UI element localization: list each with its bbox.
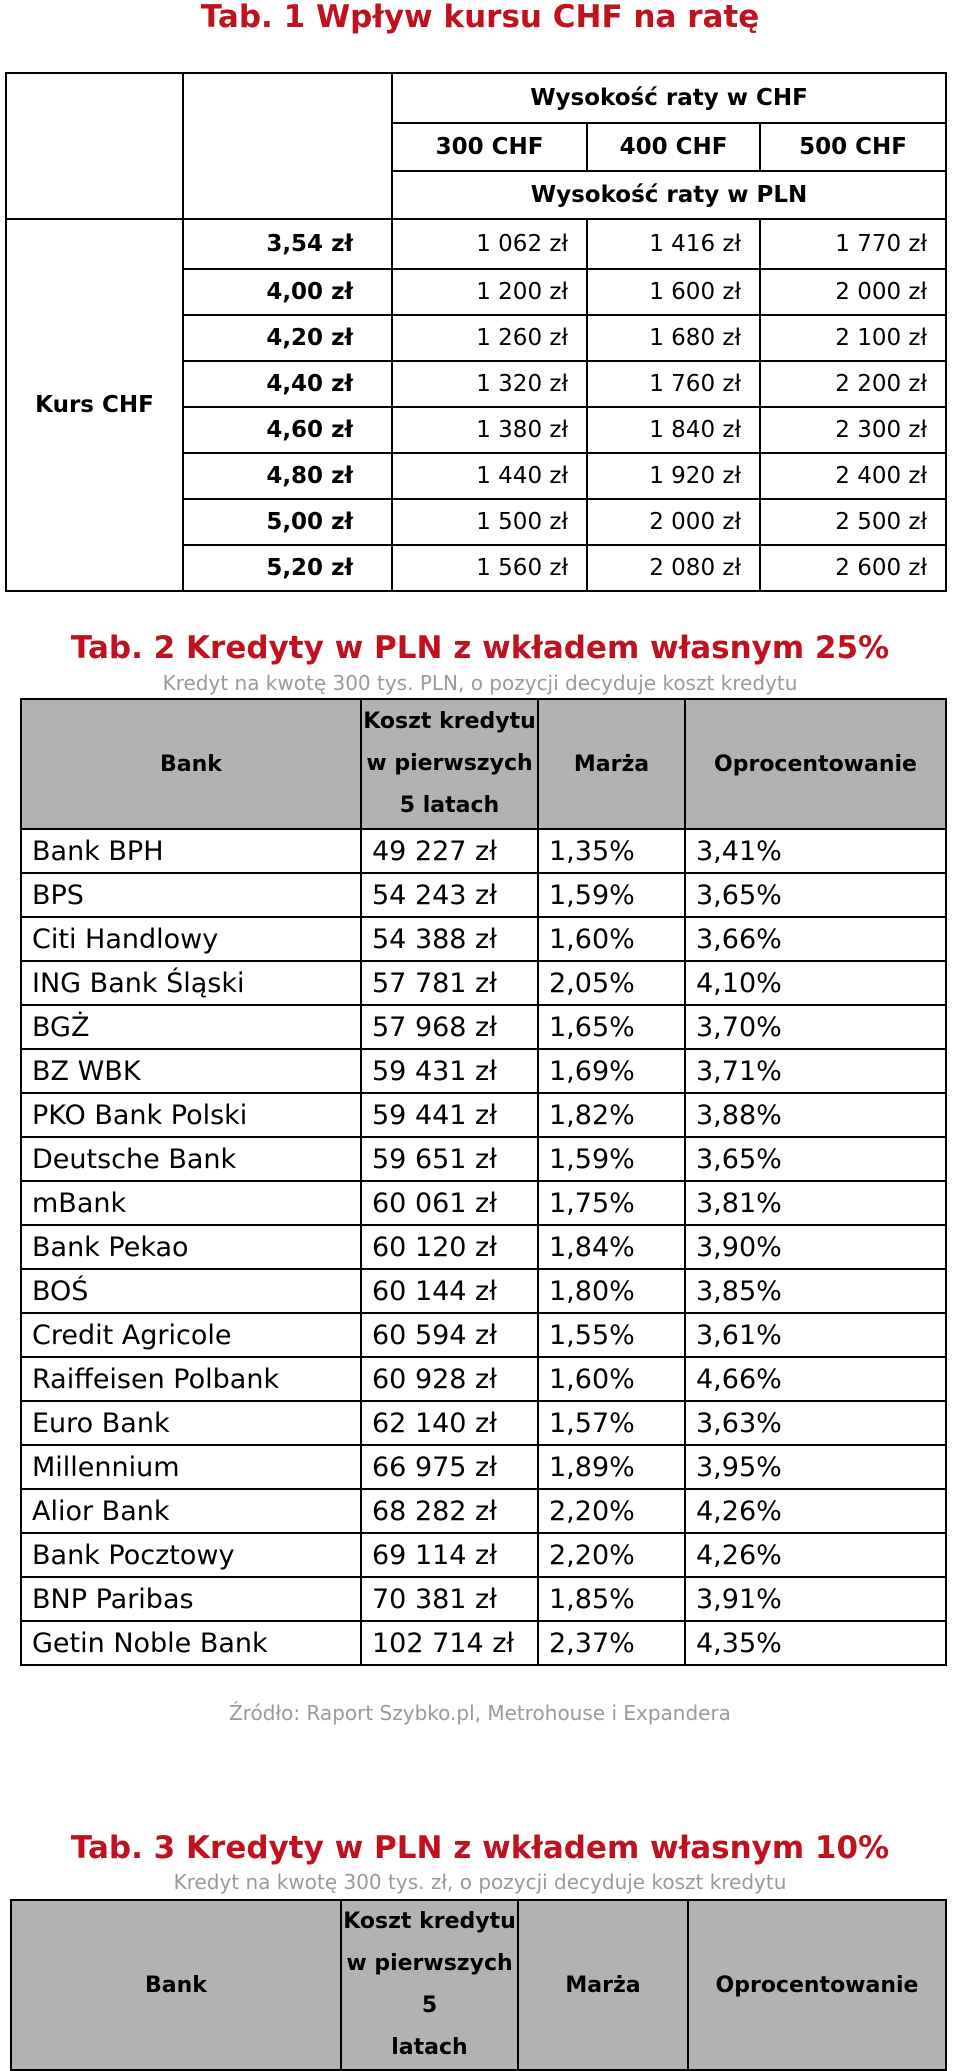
interest-rate: 4,10% [685, 961, 946, 1005]
row-label-kurs-chf: Kurs CHF [6, 219, 183, 591]
bank-name: Credit Agricole [21, 1313, 361, 1357]
installment-300: 1 560 zł [392, 545, 587, 591]
loan-cost: 66 975 zł [361, 1445, 538, 1489]
table-row [21, 961, 946, 1005]
loan-cost: 60 120 zł [361, 1225, 538, 1269]
header-margin: Marża [518, 1900, 688, 2070]
header-cost-line-1: Koszt kredytu [343, 1909, 516, 1934]
table-row [21, 1093, 946, 1137]
chf-rate-table [5, 72, 947, 592]
loan-cost: 57 781 zł [361, 961, 538, 1005]
header-bank: Bank [11, 1900, 341, 2070]
interest-rate: 3,66% [685, 917, 946, 961]
interest-rate: 3,41% [685, 829, 946, 873]
bank-name: BOŚ [21, 1269, 361, 1313]
margin: 1,85% [538, 1577, 685, 1621]
column-300-chf: 300 CHF [392, 123, 587, 171]
header-margin: Marża [538, 699, 685, 829]
chf-rate: 4,00 zł [183, 269, 392, 315]
column-400-chf: 400 CHF [587, 123, 760, 171]
table1-title: Tab. 1 Wpływ kursu CHF na ratę [200, 0, 760, 35]
interest-rate: 3,61% [685, 1313, 946, 1357]
table2-source: Źródło: Raport Szybko.pl, Metrohouse i Expandera [229, 1701, 731, 1725]
margin: 1,84% [538, 1225, 685, 1269]
margin: 1,82% [538, 1093, 685, 1137]
loan-cost: 60 061 zł [361, 1181, 538, 1225]
table-row [21, 1005, 946, 1049]
bank-name: ING Bank Śląski [21, 961, 361, 1005]
table-row [21, 1313, 946, 1357]
loan-cost: 62 140 zł [361, 1401, 538, 1445]
margin: 1,65% [538, 1005, 685, 1049]
installment-400: 2 000 zł [587, 499, 760, 545]
interest-rate: 3,70% [685, 1005, 946, 1049]
installment-300: 1 320 zł [392, 361, 587, 407]
table3-note: Kredyt na kwotę 300 tys. zł, o pozycji decyduje koszt kredytu [173, 1870, 787, 1894]
interest-rate: 3,71% [685, 1049, 946, 1093]
loan-cost: 59 431 zł [361, 1049, 538, 1093]
margin: 1,60% [538, 1357, 685, 1401]
bank-name: Bank Pekao [21, 1225, 361, 1269]
interest-rate: 4,26% [685, 1533, 946, 1577]
installment-300: 1 062 zł [392, 219, 587, 269]
margin: 1,69% [538, 1049, 685, 1093]
empty-corner-cell-2 [183, 73, 392, 219]
installment-500: 2 000 zł [760, 269, 946, 315]
chf-rate: 4,60 zł [183, 407, 392, 453]
interest-rate: 3,85% [685, 1269, 946, 1313]
installment-400: 1 760 zł [587, 361, 760, 407]
table-row [21, 917, 946, 961]
bank-name: PKO Bank Polski [21, 1093, 361, 1137]
loan-cost: 60 594 zł [361, 1313, 538, 1357]
header-cost-line-1: Koszt kredytu [363, 709, 536, 734]
header-cost [341, 1900, 518, 2070]
loan-cost: 54 243 zł [361, 873, 538, 917]
table-row [21, 1577, 946, 1621]
margin: 1,57% [538, 1401, 685, 1445]
interest-rate: 3,95% [685, 1445, 946, 1489]
bank-name: Raiffeisen Polbank [21, 1357, 361, 1401]
installment-500: 2 300 zł [760, 407, 946, 453]
margin: 1,80% [538, 1269, 685, 1313]
empty-corner-cell [6, 73, 183, 219]
margin: 2,37% [538, 1621, 685, 1665]
installment-400: 1 416 zł [587, 219, 760, 269]
bank-name: Deutsche Bank [21, 1137, 361, 1181]
table3-title: Tab. 3 Kredyty w PLN z wkładem własnym 10% [70, 1830, 890, 1866]
bank-name: BZ WBK [21, 1049, 361, 1093]
loan-cost: 69 114 zł [361, 1533, 538, 1577]
interest-rate: 3,91% [685, 1577, 946, 1621]
table-row [21, 1181, 946, 1225]
loan-cost: 59 651 zł [361, 1137, 538, 1181]
interest-rate: 3,88% [685, 1093, 946, 1137]
bank-name: BNP Paribas [21, 1577, 361, 1621]
bank-name: BGŻ [21, 1005, 361, 1049]
interest-rate: 3,81% [685, 1181, 946, 1225]
installment-300: 1 200 zł [392, 269, 587, 315]
installment-400: 1 840 zł [587, 407, 760, 453]
margin: 1,35% [538, 829, 685, 873]
header-cost [361, 699, 538, 829]
table-row [21, 1533, 946, 1577]
interest-rate: 4,35% [685, 1621, 946, 1665]
chf-rate: 5,00 zł [183, 499, 392, 545]
bank-name: Bank BPH [21, 829, 361, 873]
table-row [21, 829, 946, 873]
margin: 2,05% [538, 961, 685, 1005]
chf-rate: 5,20 zł [183, 545, 392, 591]
margin: 1,59% [538, 873, 685, 917]
table-row [21, 1137, 946, 1181]
loan-cost: 102 714 zł [361, 1621, 538, 1665]
table2-title: Tab. 2 Kredyty w PLN z wkładem własnym 25% [70, 630, 890, 666]
table-row [21, 1269, 946, 1313]
installment-400: 1 920 zł [587, 453, 760, 499]
loan-cost: 60 928 zł [361, 1357, 538, 1401]
loan-cost: 57 968 zł [361, 1005, 538, 1049]
interest-rate: 4,66% [685, 1357, 946, 1401]
installment-400: 2 080 zł [587, 545, 760, 591]
header-interest: Oprocentowanie [685, 699, 946, 829]
installment-500: 2 200 zł [760, 361, 946, 407]
interest-rate: 3,63% [685, 1401, 946, 1445]
bank-name: Millennium [21, 1445, 361, 1489]
loan-cost: 60 144 zł [361, 1269, 538, 1313]
loan-cost: 68 282 zł [361, 1489, 538, 1533]
table-row [21, 1401, 946, 1445]
header-interest: Oprocentowanie [688, 1900, 946, 2070]
table-row [21, 1357, 946, 1401]
header-bank: Bank [21, 699, 361, 829]
pln-25-loan-table [20, 698, 947, 1666]
header-chf: Wysokość raty w CHF [392, 73, 946, 123]
loan-cost: 59 441 zł [361, 1093, 538, 1137]
table2-note: Kredyt na kwotę 300 tys. PLN, o pozycji decyduje koszt kredytu [162, 671, 798, 695]
header-cost-line-3: 5 latach [399, 793, 500, 818]
installment-500: 1 770 zł [760, 219, 946, 269]
interest-rate: 3,90% [685, 1225, 946, 1269]
installment-500: 2 600 zł [760, 545, 946, 591]
table-row [21, 1489, 946, 1533]
interest-rate: 4,26% [685, 1489, 946, 1533]
margin: 2,20% [538, 1533, 685, 1577]
header-cost-line-2: w pierwszych 5 [346, 1951, 513, 2018]
margin: 1,55% [538, 1313, 685, 1357]
margin: 1,75% [538, 1181, 685, 1225]
margin: 1,60% [538, 917, 685, 961]
margin: 1,59% [538, 1137, 685, 1181]
chf-rate: 4,40 zł [183, 361, 392, 407]
header-cost-line-2: w pierwszych [366, 751, 533, 776]
table-row [21, 873, 946, 917]
bank-name: mBank [21, 1181, 361, 1225]
loan-cost: 49 227 zł [361, 829, 538, 873]
header-cost-line-3: latach [391, 2035, 468, 2060]
installment-300: 1 260 zł [392, 315, 587, 361]
installment-300: 1 500 zł [392, 499, 587, 545]
chf-rate: 4,80 zł [183, 453, 392, 499]
chf-rate: 3,54 zł [183, 219, 392, 269]
loan-cost: 70 381 zł [361, 1577, 538, 1621]
chf-rate: 4,20 zł [183, 315, 392, 361]
installment-300: 1 380 zł [392, 407, 587, 453]
installment-500: 2 500 zł [760, 499, 946, 545]
installment-500: 2 100 zł [760, 315, 946, 361]
loan-cost: 54 388 zł [361, 917, 538, 961]
bank-name: Citi Handlowy [21, 917, 361, 961]
column-500-chf: 500 CHF [760, 123, 946, 171]
installment-500: 2 400 zł [760, 453, 946, 499]
margin: 2,20% [538, 1489, 685, 1533]
table-row [21, 1621, 946, 1665]
bank-name: BPS [21, 873, 361, 917]
margin: 1,89% [538, 1445, 685, 1489]
table-row [21, 1049, 946, 1093]
header-pln: Wysokość raty w PLN [392, 171, 946, 219]
installment-300: 1 440 zł [392, 453, 587, 499]
bank-name: Bank Pocztowy [21, 1533, 361, 1577]
interest-rate: 3,65% [685, 873, 946, 917]
bank-name: Euro Bank [21, 1401, 361, 1445]
pln-10-loan-table [10, 1899, 947, 2071]
bank-name: Alior Bank [21, 1489, 361, 1533]
table-row [21, 1225, 946, 1269]
installment-400: 1 680 zł [587, 315, 760, 361]
installment-400: 1 600 zł [587, 269, 760, 315]
interest-rate: 3,65% [685, 1137, 946, 1181]
bank-name: Getin Noble Bank [21, 1621, 361, 1665]
table-row [21, 1445, 946, 1489]
